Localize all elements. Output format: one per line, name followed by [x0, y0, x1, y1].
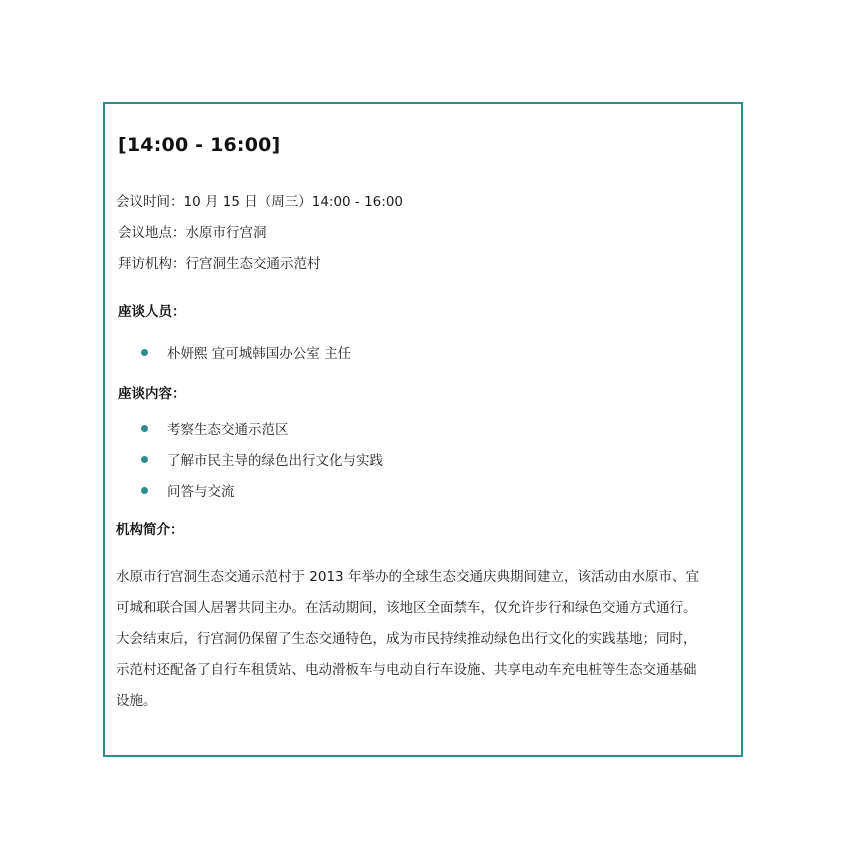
bullet-dot-icon: [141, 349, 148, 356]
schedule-card: [103, 102, 743, 757]
intro-line: 示范村还配备了自行车租赁站、电动滑板车与电动自行车设施、共享电动车充电桩等生态交通基础: [116, 662, 697, 678]
attendees-heading: 座谈人员：: [118, 304, 186, 320]
visit-organization-line: 拜访机构：行宫洞生态交通示范村: [118, 256, 321, 272]
attendee-text: 朴妍熙 宜可城韩国办公室 主任: [167, 346, 352, 362]
content-item-text: 问答与交流: [167, 484, 235, 500]
attendee-item: [141, 342, 351, 362]
content-item: [141, 449, 383, 469]
content-item: [141, 418, 289, 438]
bullet-dot-icon: [141, 425, 148, 432]
bullet-dot-icon: [141, 456, 148, 463]
intro-line: 大会结束后，行宫洞仍保留了生态交通特色，成为市民持续推动绿色出行文化的实践基地；同时，: [116, 631, 697, 647]
meeting-time-line: 会议时间：10 月 15 日（周三）14:00 - 16:00: [116, 194, 403, 210]
content-item-text: 考察生态交通示范区: [167, 422, 289, 438]
intro-paragraph: [116, 562, 738, 717]
intro-heading: 机构简介：: [116, 522, 184, 538]
intro-line: 可城和联合国人居署共同主办。在活动期间，该地区全面禁车，仅允许步行和绿色交通方式通行。: [116, 600, 697, 616]
meeting-location-line: 会议地点：水原市行宫洞: [118, 225, 267, 241]
bullet-dot-icon: [141, 487, 148, 494]
session-time-title: [14:00 - 16:00]: [118, 134, 281, 156]
content-item-text: 了解市民主导的绿色出行文化与实践: [167, 453, 383, 469]
intro-line: 设施。: [116, 693, 157, 709]
content-item: [141, 480, 235, 500]
content-heading: 座谈内容：: [118, 386, 186, 402]
intro-line: 水原市行宫洞生态交通示范村于 2013 年举办的全球生态交通庆典期间建立，该活动由水原市、宜: [116, 569, 699, 585]
